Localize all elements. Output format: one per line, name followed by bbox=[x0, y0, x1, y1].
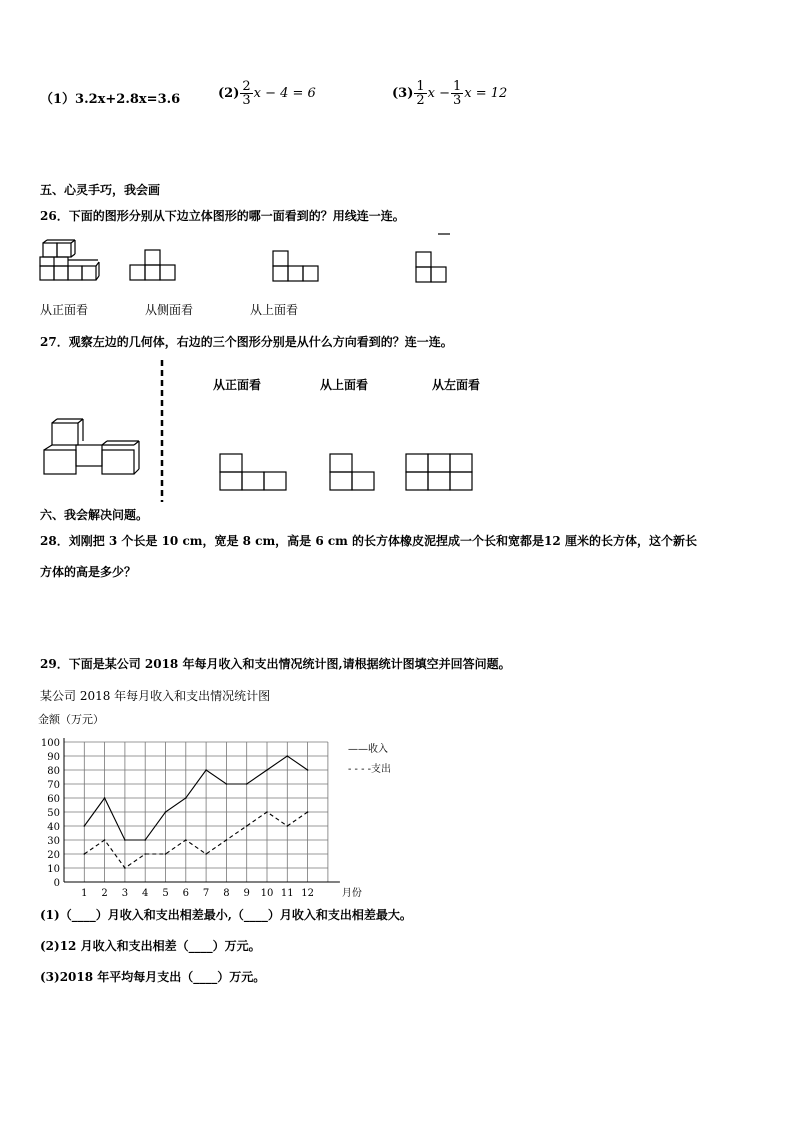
section-5-title: 五、心灵手巧，我会画 bbox=[40, 183, 161, 197]
equation-2-fraction bbox=[240, 80, 252, 107]
data-point-income bbox=[104, 797, 106, 799]
data-point-expense bbox=[124, 867, 126, 869]
data-point-income bbox=[246, 783, 248, 785]
x-tick-label: 4 bbox=[142, 888, 149, 899]
q26-solid-figure bbox=[38, 242, 100, 286]
section-6-title: 六、我会解决问题。 bbox=[40, 508, 149, 522]
y-tick-label: 0 bbox=[53, 878, 60, 889]
question-29: 29．下面是某公司 2018 年每月收入和支出情况统计图,请根据统计图填空并回答问题。 bbox=[40, 657, 511, 671]
x-tick-label: 2 bbox=[101, 888, 108, 899]
equation-3-mid: x − bbox=[427, 86, 450, 101]
data-point-expense bbox=[307, 811, 309, 813]
data-point-expense bbox=[246, 825, 248, 827]
data-point-income bbox=[165, 811, 167, 813]
equation-3 bbox=[392, 80, 507, 107]
q27-view-a bbox=[219, 453, 289, 493]
data-point-income bbox=[124, 839, 126, 841]
fraction-numerator: 2 bbox=[242, 79, 251, 94]
question-29-1: (1)（____）月收入和支出相差最小,（____）月收入和支出相差最大。 bbox=[40, 908, 412, 922]
fraction-numerator: 1 bbox=[453, 79, 462, 94]
q26-view-c bbox=[414, 232, 454, 288]
q27-view-b bbox=[329, 453, 377, 493]
data-point-expense bbox=[205, 853, 207, 855]
q27-label-top: 从上面看 bbox=[320, 378, 369, 392]
equation-2-prefix: (2) bbox=[218, 86, 240, 101]
fraction-denominator: 2 bbox=[416, 93, 425, 108]
x-tick-label: 1 bbox=[81, 888, 88, 899]
data-point-expense bbox=[226, 839, 228, 841]
data-point-income bbox=[185, 797, 187, 799]
y-tick-label: 50 bbox=[47, 808, 60, 819]
legend-income: ——收入 bbox=[348, 744, 388, 755]
data-point-income bbox=[144, 839, 146, 841]
y-tick-label: 40 bbox=[47, 822, 60, 833]
data-point-expense bbox=[84, 853, 86, 855]
x-tick-label: 8 bbox=[223, 888, 230, 899]
y-tick-label: 60 bbox=[47, 794, 60, 805]
x-tick-label: 7 bbox=[202, 888, 210, 899]
equation-2 bbox=[218, 80, 316, 107]
data-point-expense bbox=[185, 839, 187, 841]
y-tick-label: 100 bbox=[40, 738, 60, 749]
y-tick-label: 30 bbox=[47, 836, 60, 847]
x-tick-label: 3 bbox=[121, 888, 129, 899]
x-tick-label: 12 bbox=[301, 888, 314, 899]
q26-view-a bbox=[130, 248, 176, 282]
question-26: 26．下面的图形分别从下边立体图形的哪一面看到的？用线连一连。 bbox=[40, 209, 405, 223]
data-point-expense bbox=[266, 811, 268, 813]
question-27: 27．观察左边的几何体，右边的三个图形分别是从什么方向看到的？连一连。 bbox=[40, 335, 453, 349]
question-29-2: (2)12 月收入和支出相差（____）万元。 bbox=[40, 939, 261, 953]
data-point-expense bbox=[144, 853, 146, 855]
chart-y-label: 金额（万元） bbox=[38, 713, 104, 726]
y-tick-label: 80 bbox=[47, 766, 60, 777]
y-tick-label: 10 bbox=[47, 864, 60, 875]
x-tick-label: 5 bbox=[162, 888, 169, 899]
data-point-income bbox=[307, 769, 309, 771]
x-tick-label: 6 bbox=[182, 888, 189, 899]
data-point-income bbox=[266, 769, 268, 771]
data-point-income bbox=[287, 755, 289, 757]
question-28-line-2: 方体的高是多少？ bbox=[40, 565, 137, 579]
data-point-income bbox=[226, 783, 228, 785]
q27-dashed-divider bbox=[160, 360, 164, 502]
chart-title: 某公司 2018 年每月收入和支出情况统计图 bbox=[40, 689, 271, 703]
legend-expense: - - - -支出 bbox=[348, 764, 392, 775]
data-point-income bbox=[84, 825, 86, 827]
q27-label-left: 从左面看 bbox=[432, 378, 481, 392]
equation-3-fraction-1 bbox=[414, 80, 426, 107]
y-tick-label: 20 bbox=[47, 850, 60, 861]
equation-2-rest: x − 4 = 6 bbox=[253, 86, 316, 101]
equation-3-prefix: (3) bbox=[392, 86, 414, 101]
q26-label-front: 从正面看 bbox=[40, 303, 89, 317]
fraction-denominator: 3 bbox=[242, 93, 251, 108]
data-point-expense bbox=[287, 825, 289, 827]
q27-solid-figure bbox=[42, 418, 142, 478]
data-point-expense bbox=[104, 839, 106, 841]
q26-view-b bbox=[272, 250, 320, 284]
q26-label-top: 从上面看 bbox=[250, 303, 299, 317]
x-axis-label: 月份 bbox=[341, 888, 362, 899]
q27-label-front: 从正面看 bbox=[213, 378, 262, 392]
y-tick-label: 70 bbox=[47, 780, 60, 791]
q26-label-side: 从侧面看 bbox=[145, 303, 194, 317]
y-tick-label: 90 bbox=[47, 752, 60, 763]
x-tick-label: 11 bbox=[280, 888, 294, 899]
data-point-expense bbox=[165, 853, 167, 855]
question-28-line-1: 28．刘刚把 3 个长是 10 cm，宽是 8 cm，高是 6 cm 的长方体橡皮泥捏成一个长和宽都是12 厘米的长方体，这个新长 bbox=[40, 534, 697, 548]
q27-view-c bbox=[405, 453, 475, 493]
x-tick-label: 10 bbox=[260, 888, 274, 899]
fraction-denominator: 3 bbox=[453, 93, 462, 108]
income-expense-line-chart bbox=[36, 732, 416, 902]
equation-3-fraction-2 bbox=[451, 80, 463, 107]
question-29-3: (3)2018 年平均每月支出（____）万元。 bbox=[40, 970, 266, 984]
equation-3-rest: x = 12 bbox=[464, 86, 508, 101]
equation-1: （1）3.2x+2.8x=3.6 bbox=[40, 92, 181, 107]
fraction-numerator: 1 bbox=[416, 79, 425, 94]
x-tick-label: 9 bbox=[243, 888, 250, 899]
data-point-income bbox=[205, 769, 207, 771]
